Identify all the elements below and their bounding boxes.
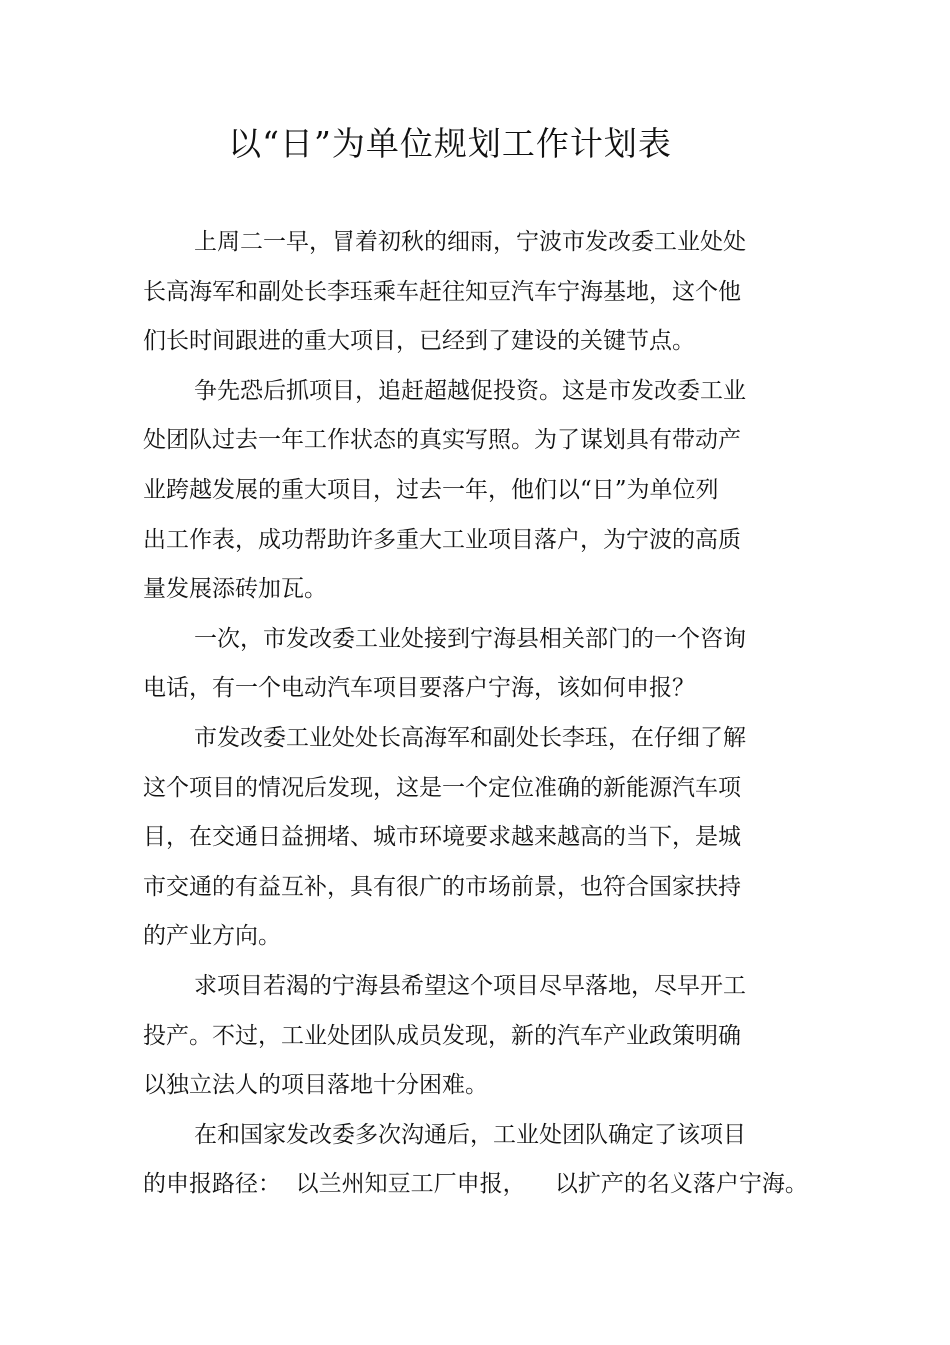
paragraph-line: 们长时间跟进的重大项目，已经到了建设的关键节点。 — [143, 328, 695, 355]
paragraph-line: 处团队过去一年工作状态的真实写照。为了谋划具有带动产 — [143, 427, 741, 454]
paragraph-line: 业跨越发展的重大项目，过去一年，他们以“日”为单位列 — [143, 476, 719, 503]
paragraph-line: 目，在交通日益拥堵、城市环境要求越来越高的当下，是城 — [143, 824, 741, 851]
paragraph-line: 投产。不过，工业处团队成员发现，新的汽车产业政策明确 — [143, 1022, 741, 1049]
paragraph-line: 这个项目的情况后发现，这是一个定位准确的新能源汽车项 — [143, 774, 741, 801]
paragraph-line: 求项目若渴的宁海县希望这个项目尽早落地，尽早开工 — [194, 972, 746, 999]
paragraph-line: 一次，市发改委工业处接到宁海县相关部门的一个咨询 — [194, 625, 746, 652]
paragraph-line: 以独立法人的项目落地十分困难。 — [143, 1072, 488, 1099]
document-body — [143, 218, 808, 1210]
document-title: 以“日”为单位规划工作计划表 — [228, 124, 672, 163]
paragraph-line: 的产业方向。 — [143, 923, 281, 950]
paragraph-line: 电话，有一个电动汽车项目要落户宁海，该如何申报？ — [143, 675, 695, 702]
paragraph-line: 长高海军和副处长李珏乘车赶往知豆汽车宁海基地，这个他 — [143, 278, 741, 305]
paragraph-line: 争先恐后抓项目，追赶超越促投资。这是市发改委工业 — [194, 377, 746, 404]
paragraph-line: 市交通的有益互补，具有很广的市场前景，也符合国家扶持 — [143, 873, 741, 900]
paragraph-line: 在和国家发改委多次沟通后，工业处团队确定了该项目 — [194, 1121, 746, 1148]
paragraph-line: 出工作表，成功帮助许多重大工业项目落户，为宁波的高质 — [143, 526, 741, 553]
paragraph-line: 上周二一早，冒着初秋的细雨，宁波市发改委工业处处 — [194, 229, 746, 255]
paragraph-line: 市发改委工业处处长高海军和副处长李珏，在仔细了解 — [194, 724, 746, 751]
paragraph-line: 量发展添砖加瓦。 — [143, 576, 327, 603]
paragraph-line: 的申报路径： 以兰州知豆工厂申报， 以扩产的名义落户宁海。 — [143, 1171, 808, 1198]
